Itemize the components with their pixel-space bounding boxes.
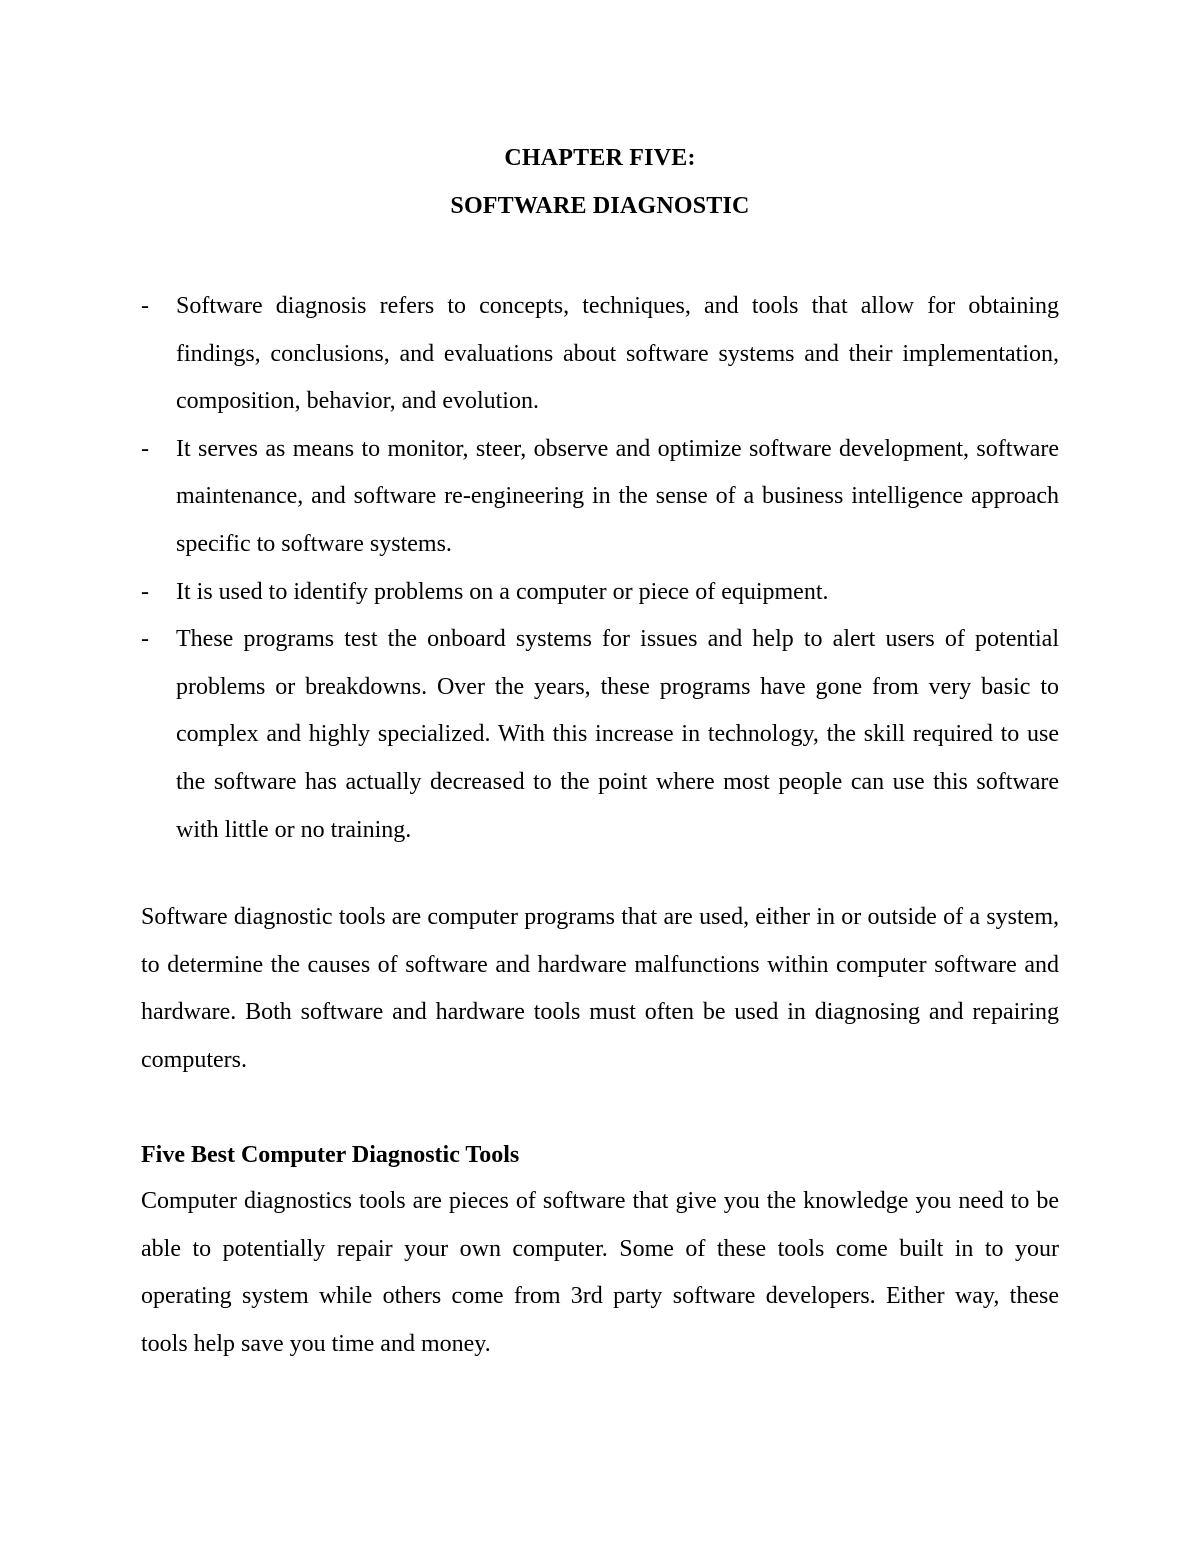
bullet-text: Software diagnosis refers to concepts, techniques, and tools that allow for obtaining findings, conclusions, and evaluations about software systems and their implementation, composition, behavior, and evolution.: [176, 293, 1059, 415]
list-item: [141, 616, 1059, 854]
chapter-label: CHAPTER FIVE:: [504, 145, 696, 171]
chapter-title: SOFTWARE DIAGNOSTIC: [450, 193, 750, 219]
body-paragraph-diagnostic-tools: Software diagnostic tools are computer programs that are used, either in or outside of a system, to determine the causes of software and hardware malfunctions within computer software and hardware. Both software and hardware tools must often be used in diagnosing and repairing computers.: [141, 904, 1059, 1073]
bullet-text: These programs test the onboard systems for issues and help to alert users of potential problems or breakdowns. Over the years, these programs have gone from very basic to complex and highly specialized. With this increase in technology, the skill required to use the software has actually decreased to the point where most people can use this software with little or no training.: [176, 626, 1059, 843]
bullet-text: It serves as means to monitor, steer, observe and optimize software development, software maintenance, and software re-engineering in the sense of a business intelligence approach specific to software systems.: [176, 435, 1059, 557]
list-item: [141, 283, 1059, 426]
bullet-dash: -: [141, 626, 149, 653]
bullet-list: [141, 283, 1059, 854]
body-paragraph-computer-diagnostics: Computer diagnostics tools are pieces of software that give you the knowledge you need to be able to potentially repair your own computer. Some of these tools come built in to your operating system while others come from 3rd party software developers. Either way, these tools help save you time and money.: [141, 1188, 1059, 1357]
bullet-dash: -: [141, 578, 149, 605]
bullet-dash: -: [141, 293, 149, 319]
section-heading: Five Best Computer Diagnostic Tools: [141, 1142, 520, 1168]
bullet-dash: -: [141, 435, 149, 462]
list-item: [141, 426, 1059, 569]
bullet-text: It is used to identify problems on a computer or piece of equipment.: [176, 578, 829, 605]
list-item: [141, 569, 1059, 617]
